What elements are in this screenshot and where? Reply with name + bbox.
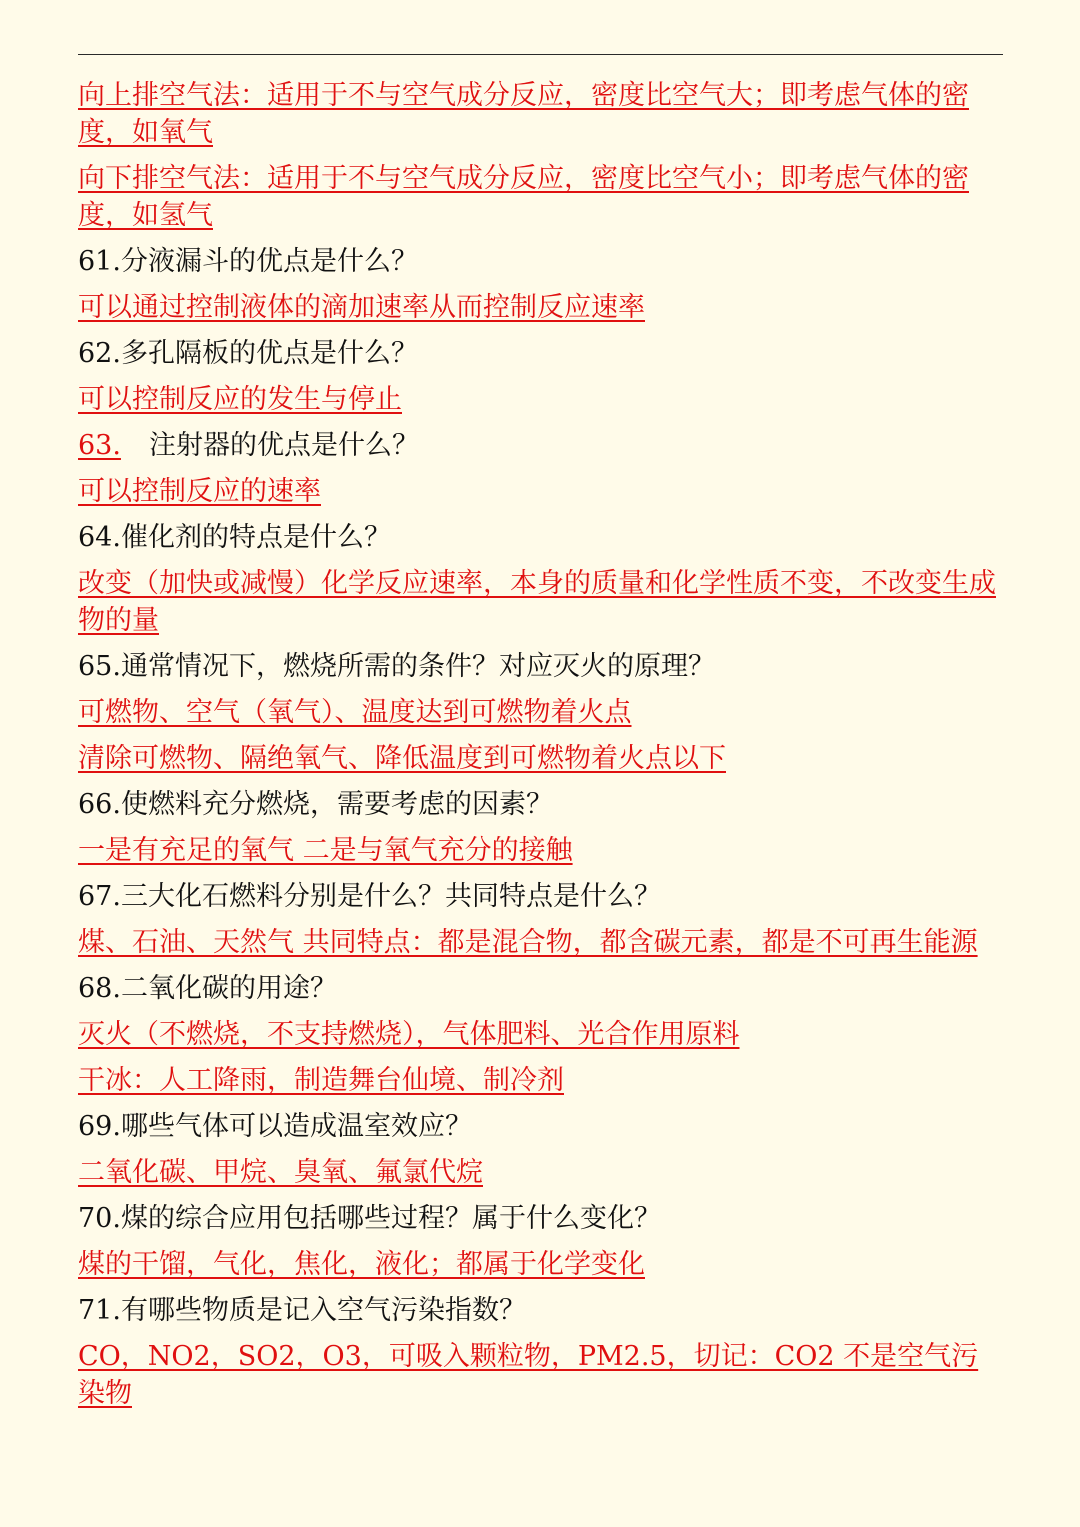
document-page <box>78 54 1003 1421</box>
answer-69: 二氧化碳、甲烷、臭氧、氟氯代烷 <box>78 1157 483 1188</box>
question-69: 69.哪些气体可以造成温室效应？ <box>78 1111 472 1142</box>
answer-65-conditions: 可燃物、空气（氧气）、温度达到可燃物着火点 <box>78 697 632 728</box>
answer-62: 可以控制反应的发生与停止 <box>78 384 402 415</box>
answer-68-uses: 灭火（不燃烧，不支持燃烧），气体肥料、光合作用原料 <box>78 1019 740 1050</box>
answer-66: 一是有充足的氧气 二是与氧气充分的接触 <box>78 835 573 866</box>
answer-67: 煤、石油、天然气 共同特点：都是混合物，都含碳元素，都是不可再生能源 <box>78 927 978 958</box>
question-67: 67.三大化石燃料分别是什么？共同特点是什么？ <box>78 881 661 912</box>
answer-70: 煤的干馏，气化，焦化，液化；都属于化学变化 <box>78 1249 645 1280</box>
answer-71: CO，NO2，SO2，O3，可吸入颗粒物，PM2.5，切记：CO2 不是空气污染物 <box>78 1341 979 1409</box>
answer-63: 可以控制反应的速率 <box>78 476 321 507</box>
answer-61: 可以通过控制液体的滴加速率从而控制反应速率 <box>78 292 645 323</box>
question-71: 71.有哪些物质是记入空气污染指数？ <box>78 1295 526 1326</box>
answer-line: 向下排空气法：适用于不与空气成分反应，密度比空气小；即考虑气体的密度，如氢气 <box>78 163 969 231</box>
question-64: 64.催化剂的特点是什么？ <box>78 522 391 553</box>
answer-64: 改变（加快或减慢）化学反应速率，本身的质量和化学性质不变，不改变生成物的量 <box>78 568 996 636</box>
question-63-number: 63. <box>78 430 121 461</box>
question-68: 68.二氧化碳的用途？ <box>78 973 337 1004</box>
question-65: 65.通常情况下，燃烧所需的条件？对应灭火的原理？ <box>78 651 715 682</box>
question-61: 61.分液漏斗的优点是什么？ <box>78 246 418 277</box>
answer-68-dry-ice: 干冰：人工降雨，制造舞台仙境、制冷剂 <box>78 1065 564 1096</box>
question-70: 70.煤的综合应用包括哪些过程？属于什么变化？ <box>78 1203 661 1234</box>
question-62: 62.多孔隔板的优点是什么？ <box>78 338 418 369</box>
top-rule <box>78 54 1003 55</box>
question-66: 66.使燃料充分燃烧，需要考虑的因素？ <box>78 789 553 820</box>
question-63 <box>78 427 1003 464</box>
answer-line: 向上排空气法：适用于不与空气成分反应，密度比空气大；即考虑气体的密度，如氧气 <box>78 80 969 148</box>
question-63-text: 注射器的优点是什么？ <box>148 430 419 461</box>
answer-65-principles: 清除可燃物、隔绝氧气、降低温度到可燃物着火点以下 <box>78 743 726 774</box>
